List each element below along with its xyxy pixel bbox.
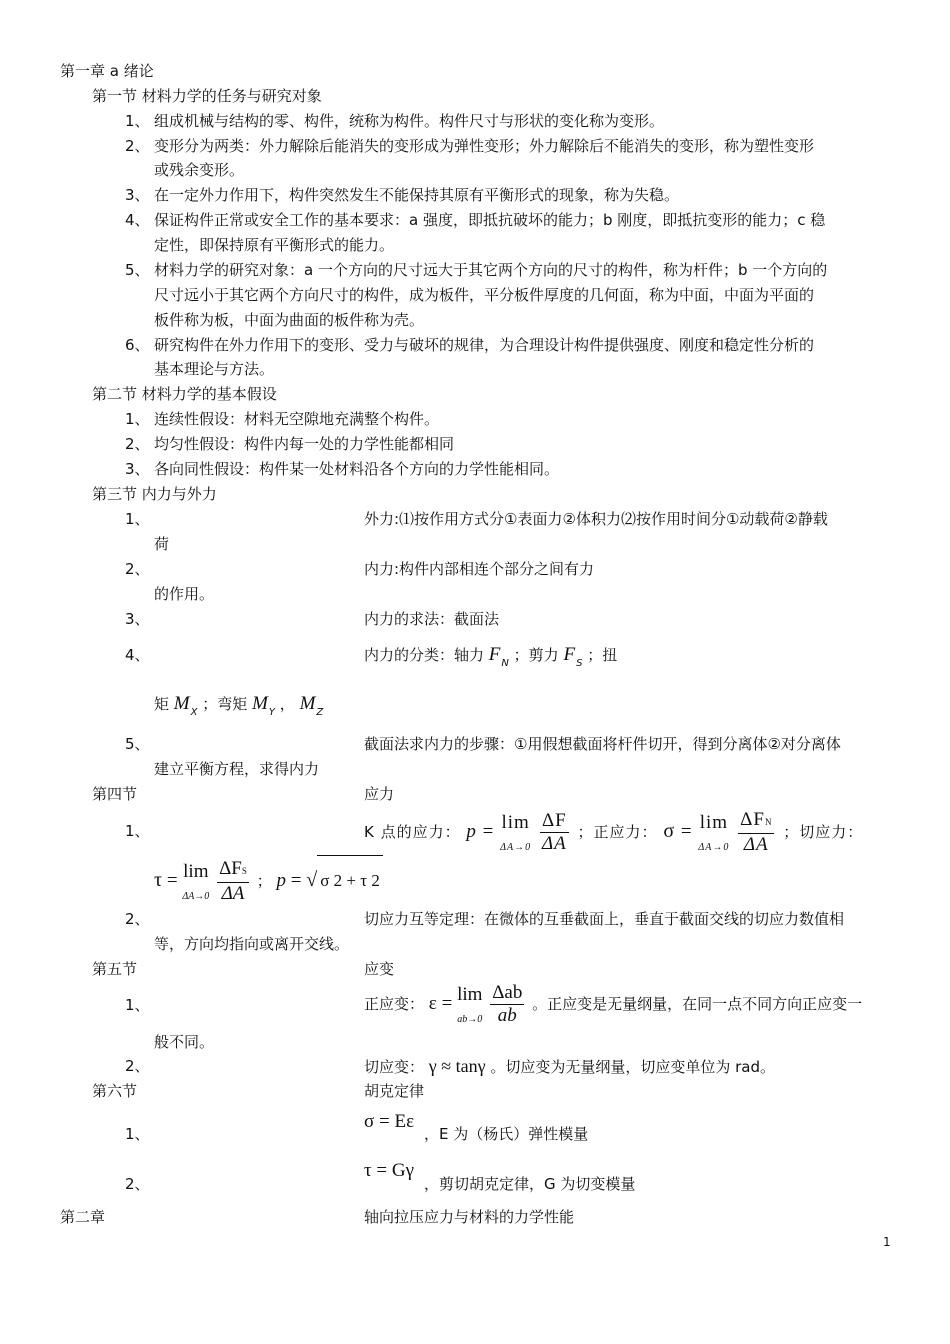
s6-item-1-text: ，E 为（杨氏）弹性模量	[424, 1125, 589, 1143]
equals-sign-2: =	[680, 821, 693, 842]
sqrt-expression: σ 2 + τ 2	[317, 855, 383, 906]
s1-item-6-line-1: 研究构件在外力作用下的变形、受力与破坏的规律，为合理设计构件提供强度、刚度和稳定性分析的	[154, 336, 815, 354]
strain-fraction: $\frac{\text{Δab}}{ab}$	[492, 982, 523, 1026]
section-4-title: 应力	[364, 785, 395, 803]
limit-operator-3: lim ΔA→0	[182, 860, 210, 902]
stress-point-label: K 点的应力：	[364, 823, 461, 841]
s3-item-4-number: 4、	[125, 646, 150, 664]
s3-item-1-line-1: 外力:⑴按作用方式分①表面力②体积力⑵按作用时间分①动载荷②静载	[364, 510, 828, 528]
shear-stress-fraction: $\frac{\text{ΔFS}}{\Delta A}$	[219, 858, 247, 904]
torque-symbol: M	[173, 693, 190, 714]
s2-item-2-number: 2、	[125, 435, 150, 453]
tau-symbol: τ	[154, 869, 163, 891]
s3-item-4-text-e: ；弯矩	[202, 695, 248, 713]
s2-item-1-number: 1、	[125, 410, 150, 428]
s1-item-3-text: 在一定外力作用下，构件突然发生不能保持其原有平衡形式的现象，称为失稳。	[154, 186, 680, 204]
s3-item-4-text-a: 内力的分类：轴力	[364, 646, 485, 664]
s4-item-1-line-1	[364, 804, 863, 859]
shear-strain-label: 切应变：	[364, 1058, 425, 1076]
epsilon-symbol: ε	[428, 993, 437, 1014]
s3-item-5-line-2: 建立平衡方程，求得内力	[154, 760, 320, 778]
s2-item-2-text: 均匀性假设：构件内每一处的力学性能都相同	[154, 435, 455, 453]
s6-item-2-number: 2、	[125, 1175, 150, 1193]
limit-operator: lim ΔA→0	[500, 811, 532, 853]
bending-moment-y-symbol: M	[252, 693, 268, 714]
s1-item-5-line-3: 板件称为板，中面为曲面的板件称为壳。	[154, 311, 425, 329]
s3-item-4-line-1	[364, 646, 617, 667]
bending-moment-y-subscript: Y	[268, 707, 275, 718]
normal-stress-label: ；正应力：	[577, 823, 658, 841]
s4-item-1-line-2	[154, 855, 383, 906]
torque-subscript: X	[190, 707, 198, 718]
s1-item-5-line-1: 材料力学的研究对象：a 一个方向的尺寸远大于其它两个方向的尺寸的构件，称为杆件；b 一个方向的	[154, 261, 828, 279]
chapter-2-title: 轴向拉压应力与材料的力学性能	[364, 1208, 575, 1226]
s5-item-2-number: 2、	[125, 1057, 150, 1075]
hooke-formula: σ = Eε	[364, 1111, 415, 1132]
equals-sign-4: =	[290, 870, 302, 891]
s1-item-6-number: 6、	[125, 336, 150, 354]
bending-moment-z-symbol: M	[299, 693, 316, 714]
s3-item-4-text-c: ；扭	[587, 646, 618, 664]
section-5-title: 应变	[364, 960, 395, 978]
equals-sign: =	[482, 821, 495, 842]
shear-strain-formula: γ ≈ tanγ	[428, 1056, 486, 1076]
s1-item-5-line-2: 尺寸远小于其它两个方向尺寸的构件，成为板件，平分板件厚度的几何面，称为中面，中面为平面的	[154, 286, 815, 304]
limit-operator-2: lim ΔA→0	[698, 811, 730, 853]
s1-item-4-number: 4、	[125, 211, 150, 229]
s3-item-5-number: 5、	[125, 735, 150, 753]
bending-moment-z-subscript: Z	[316, 707, 324, 718]
s4-item-2-number: 2、	[125, 910, 150, 928]
chapter-1-title: 第一章 a 绪论	[60, 62, 154, 80]
axial-force-subscript: N	[501, 658, 509, 669]
s6-item-1-number: 1、	[125, 1125, 150, 1143]
stress-fraction: $\frac{\Delta F}{\Delta A}$	[541, 810, 567, 854]
s4-item-2-line-1: 切应力互等定理：在微体的互垂截面上，垂直于截面交线的切应力数值相	[364, 910, 845, 928]
sqrt-icon: √	[306, 869, 318, 891]
s1-item-3-number: 3、	[125, 186, 150, 204]
shear-hooke-formula: τ = Gγ	[364, 1160, 414, 1181]
limit-operator-4: lim ab→0	[457, 983, 483, 1025]
chapter-2-label: 第二章	[60, 1208, 106, 1226]
s1-item-4-line-2: 定性，即保持原有平衡形式的能力。	[154, 236, 395, 254]
total-stress-symbol: p	[466, 821, 477, 842]
s2-item-3-text: 各向同性假设：构件某一处材料沿各个方向的力学性能相同。	[154, 460, 560, 478]
section-6-title: 胡克定律	[364, 1082, 425, 1100]
s2-item-3-number: 3、	[125, 460, 150, 478]
total-stress-symbol-2: p	[276, 870, 286, 891]
s3-item-1-line-2: 荷	[154, 535, 170, 553]
s5-item-1-line-1	[364, 978, 862, 1030]
s1-item-2-line-2: 或残余变形。	[154, 161, 245, 179]
normal-strain-label: 正应变：	[364, 995, 425, 1013]
s3-item-4-text-d: 矩	[154, 695, 170, 713]
sigma-symbol: σ	[663, 820, 676, 842]
section-6-label: 第六节	[92, 1082, 138, 1100]
s5-item-2-text	[364, 1057, 775, 1076]
s1-item-5-number: 5、	[125, 261, 150, 279]
shear-force-symbol: F	[563, 644, 576, 665]
section-4-label: 第四节	[92, 785, 138, 803]
shear-strain-note: 。切应变为无量纲量，切应变单位为 rad。	[490, 1058, 776, 1076]
shear-force-subscript: S	[576, 658, 583, 669]
s3-item-5-line-1: 截面法求内力的步骤：①用假想截面将杆件切开，得到分离体②对分离体	[364, 735, 841, 753]
separator: ；	[256, 872, 272, 890]
section-2-title: 第二节 材料力学的基本假设	[92, 385, 277, 403]
s3-item-2-number: 2、	[125, 560, 150, 578]
s5-item-1-line-2: 般不同。	[154, 1033, 215, 1051]
s3-item-2-line-2: 的作用。	[154, 585, 215, 603]
section-3-title: 第三节 内力与外力	[92, 485, 217, 503]
s4-item-2-line-2: 等，方向均指向或离开交线。	[154, 935, 350, 953]
s1-item-1-text: 组成机械与结构的零、构件，统称为构件。构件尺寸与形状的变化称为变形。	[154, 112, 665, 130]
s4-item-1-number: 1、	[125, 822, 150, 840]
s3-item-4-text-b: ；剪力	[513, 646, 559, 664]
s3-item-1-number: 1、	[125, 510, 150, 528]
equals-sign-5: =	[441, 993, 453, 1014]
section-1-title: 第一节 材料力学的任务与研究对象	[92, 87, 322, 105]
s3-item-4-line-2	[154, 695, 323, 716]
normal-strain-note: 。正应变是无量纲量，在同一点不同方向正应变一	[532, 995, 863, 1013]
s3-item-2-line-1: 内力:构件内部相连个部分之间有力	[364, 560, 595, 578]
axial-force-symbol: F	[488, 644, 501, 665]
s1-item-2-line-1: 变形分为两类：外力解除后能消失的变形成为弹性变形；外力解除后不能消失的变形，称为塑性变形	[154, 137, 815, 155]
normal-stress-fraction: $\frac{\text{ΔFN}}{\Delta A}$	[740, 809, 773, 855]
s2-item-1-text: 连续性假设：材料无空隙地充满整个构件。	[154, 410, 440, 428]
s3-item-3-number: 3、	[125, 610, 150, 628]
section-5-label: 第五节	[92, 960, 138, 978]
s1-item-6-line-2: 基本理论与方法。	[154, 360, 275, 378]
page-number: 1	[883, 1235, 891, 1249]
s1-item-1-number: 1、	[125, 112, 150, 130]
s5-item-1-number: 1、	[125, 996, 150, 1014]
s3-item-4-text-f: ，	[279, 695, 295, 713]
shear-stress-label: ；切应力：	[783, 823, 864, 841]
s1-item-2-number: 2、	[125, 137, 150, 155]
s6-item-2-text: ，剪切胡克定律，G 为切变模量	[424, 1175, 636, 1193]
s1-item-4-line-1: 保证构件正常或安全工作的基本要求：a 强度，即抵抗破坏的能力；b 刚度，即抵抗变形的能力；c 稳	[154, 211, 826, 229]
equals-sign-3: =	[166, 870, 178, 891]
s3-item-3-text: 内力的求法：截面法	[364, 610, 500, 628]
